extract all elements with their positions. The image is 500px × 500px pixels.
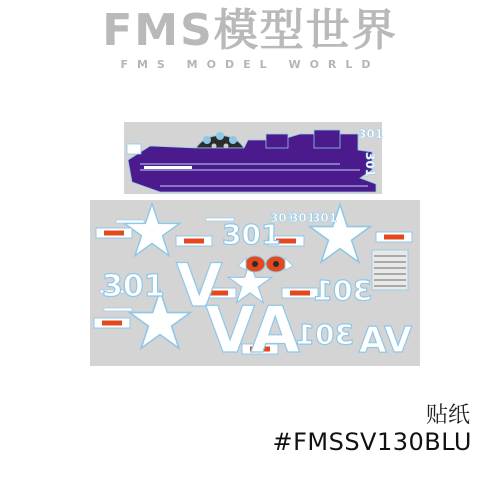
- mirrored-number-decal: 301: [295, 318, 354, 351]
- red-stripe-decal: [94, 318, 130, 328]
- mirrored-tail-code-decal: AV: [205, 294, 300, 368]
- mirrored-letters-decal: VA: [358, 320, 412, 361]
- mirrored-number-decal: 301: [313, 274, 372, 307]
- large-number-decal: 301: [102, 269, 165, 304]
- red-stripe-decal: [376, 232, 412, 242]
- logo-subtitle: FMS MODEL WORLD: [120, 58, 380, 71]
- lower-decal-panel: [90, 200, 420, 368]
- product-code: #FMSSV130BLU: [272, 428, 472, 456]
- upper-decal-panel: [124, 122, 383, 194]
- small-number-decal: 301: [312, 211, 338, 225]
- stencil-placard-decals: [372, 250, 408, 290]
- red-stripe-decal: [176, 236, 212, 246]
- large-number-decal: 301: [222, 218, 281, 251]
- small-number-decal-vertical: 301: [363, 152, 377, 178]
- logo-text: FMS模型世界: [102, 5, 398, 56]
- small-number-decal: 301: [270, 211, 296, 225]
- small-number-decal: 301: [358, 127, 384, 141]
- red-stripe-decal: [96, 228, 132, 238]
- product-caption: 贴纸: [425, 403, 470, 428]
- small-number-decal: 301: [290, 211, 316, 225]
- large-letter-decal: V: [176, 251, 223, 321]
